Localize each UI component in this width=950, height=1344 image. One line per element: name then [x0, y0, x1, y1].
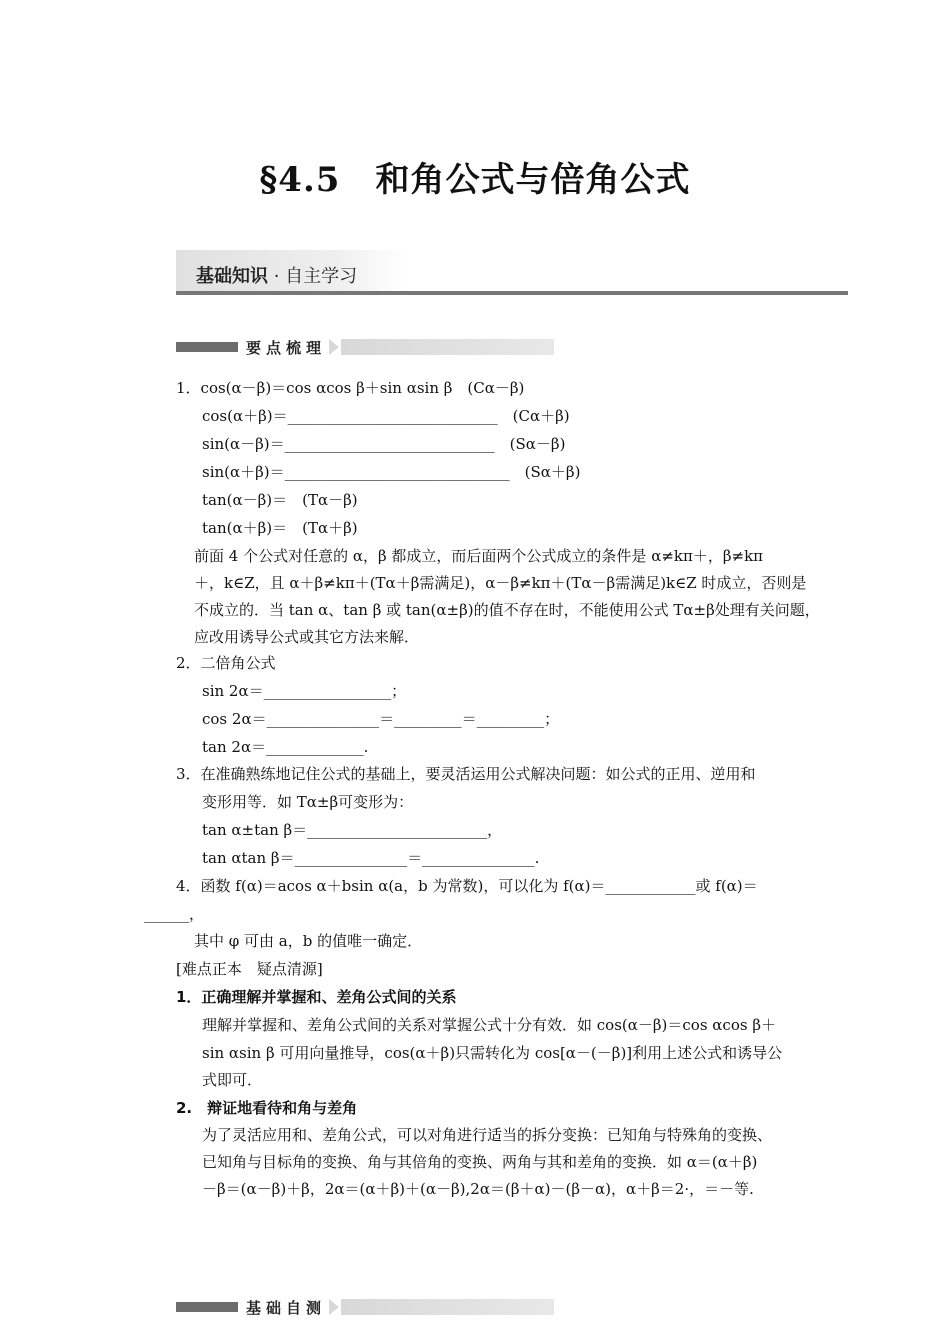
text-line: 式即可． [202, 1071, 263, 1089]
text-line: sin αsin β 可用向量推导，cos(α＋β)只需转化为 cos[α－(－β)]利用上述公式和诱导公 [202, 1044, 783, 1062]
text-line: cos 2α＝_______________＝_________＝_________； [202, 710, 560, 728]
text-line: cos(α＋β)＝____________________________ (Cα＋β) [202, 407, 570, 425]
text-line: 为了灵活应用和、差角公式，可以对角进行适当的拆分变换：已知角与特殊角的变换、 [202, 1126, 773, 1144]
section-header-self-test [176, 1299, 554, 1315]
section-bar-light [341, 339, 554, 355]
section-bar-chevron [329, 339, 339, 355]
text-line: 应改用诱导公式或其它方法来解． [194, 628, 420, 646]
section-bar-dark [176, 342, 238, 352]
section-bar-light [341, 1299, 554, 1315]
section-bar-chevron [329, 1299, 339, 1315]
text-line: 不成立的．当 tan α、tan β 或 tan(α±β)的值不存在时，不能使用公式 Tα±β处理有关问题， [194, 601, 820, 619]
section-header-key-points [176, 339, 554, 355]
text-line: 其中 φ 可由 a，b 的值唯一确定． [194, 932, 423, 950]
text-line: [难点正本 疑点清源] [176, 960, 323, 978]
text-line: 4．函数 f(α)＝acos α＋bsin α(a，b 为常数)，可以化为 f(α)＝____________或 f(α)＝ [176, 877, 758, 895]
text-line: 变形用等．如 Tα±β可变形为： [202, 793, 414, 811]
text-line: tan αtan β＝_______________＝_______________. [202, 849, 540, 867]
banner-text [196, 262, 357, 288]
text-line: tan(α＋β)＝ (Tα＋β) [202, 519, 358, 537]
text-line: 前面 4 个公式对任意的 α，β 都成立，而后面两个公式成立的条件是 α≠kπ＋，β≠kπ [194, 547, 764, 565]
text-line: －β＝(α－β)＋β，2α＝(α＋β)＋(α－β),2α＝(β＋α)－(β－α)，α＋β＝2·，＝－等. [202, 1180, 754, 1198]
text-line: sin(α－β)＝____________________________ (Sα－β) [202, 435, 566, 453]
section-label: 要点梳理 [246, 339, 327, 357]
subheading: 2. 辩证地看待和角与差角 [176, 1099, 358, 1117]
text-line: sin 2α＝_________________； [202, 682, 407, 700]
text-line: 理解并掌握和、差角公式间的关系对掌握公式十分有效．如 cos(α－β)＝cos αcos β＋ [202, 1016, 777, 1034]
banner-rest: 自主学习 [285, 266, 358, 287]
text-line: 3．在准确熟练地记住公式的基础上，要灵活运用公式解决问题：如公式的正用、逆用和 [176, 765, 756, 783]
text-line: 2．二倍角公式 [176, 654, 276, 672]
text-line: 已知角与目标角的变换、角与其倍角的变换、两角与其和差角的变换．如 α＝(α＋β) [202, 1153, 758, 1171]
section-label: 基础自测 [246, 1299, 327, 1317]
text-line: tan α±tan β＝________________________， [202, 821, 503, 839]
text-line: tan 2α＝_____________. [202, 738, 369, 756]
text-line: 1．cos(α－β)＝cos αcos β＋sin αsin β (Cα－β) [176, 379, 525, 397]
text-line: ______， [144, 905, 205, 923]
text-line: sin(α＋β)＝______________________________ (Sα＋β) [202, 463, 581, 481]
section-banner [176, 250, 848, 296]
banner-dot: · [268, 266, 286, 287]
text-line: ＋，k∈Z，且 α＋β≠kπ＋(Tα＋β需满足)，α－β≠kπ＋(Tα－β需满足)k∈Z 时成立，否则是 [194, 574, 807, 592]
subheading: 1．正确理解并掌握和、差角公式间的关系 [176, 988, 457, 1006]
banner-bold: 基础知识 [196, 266, 268, 287]
section-bar-dark [176, 1302, 238, 1312]
text-line: tan(α－β)＝ (Tα－β) [202, 491, 358, 509]
page-title: §4.5 和角公式与倍角公式 [259, 160, 691, 200]
banner-rule [176, 291, 848, 295]
